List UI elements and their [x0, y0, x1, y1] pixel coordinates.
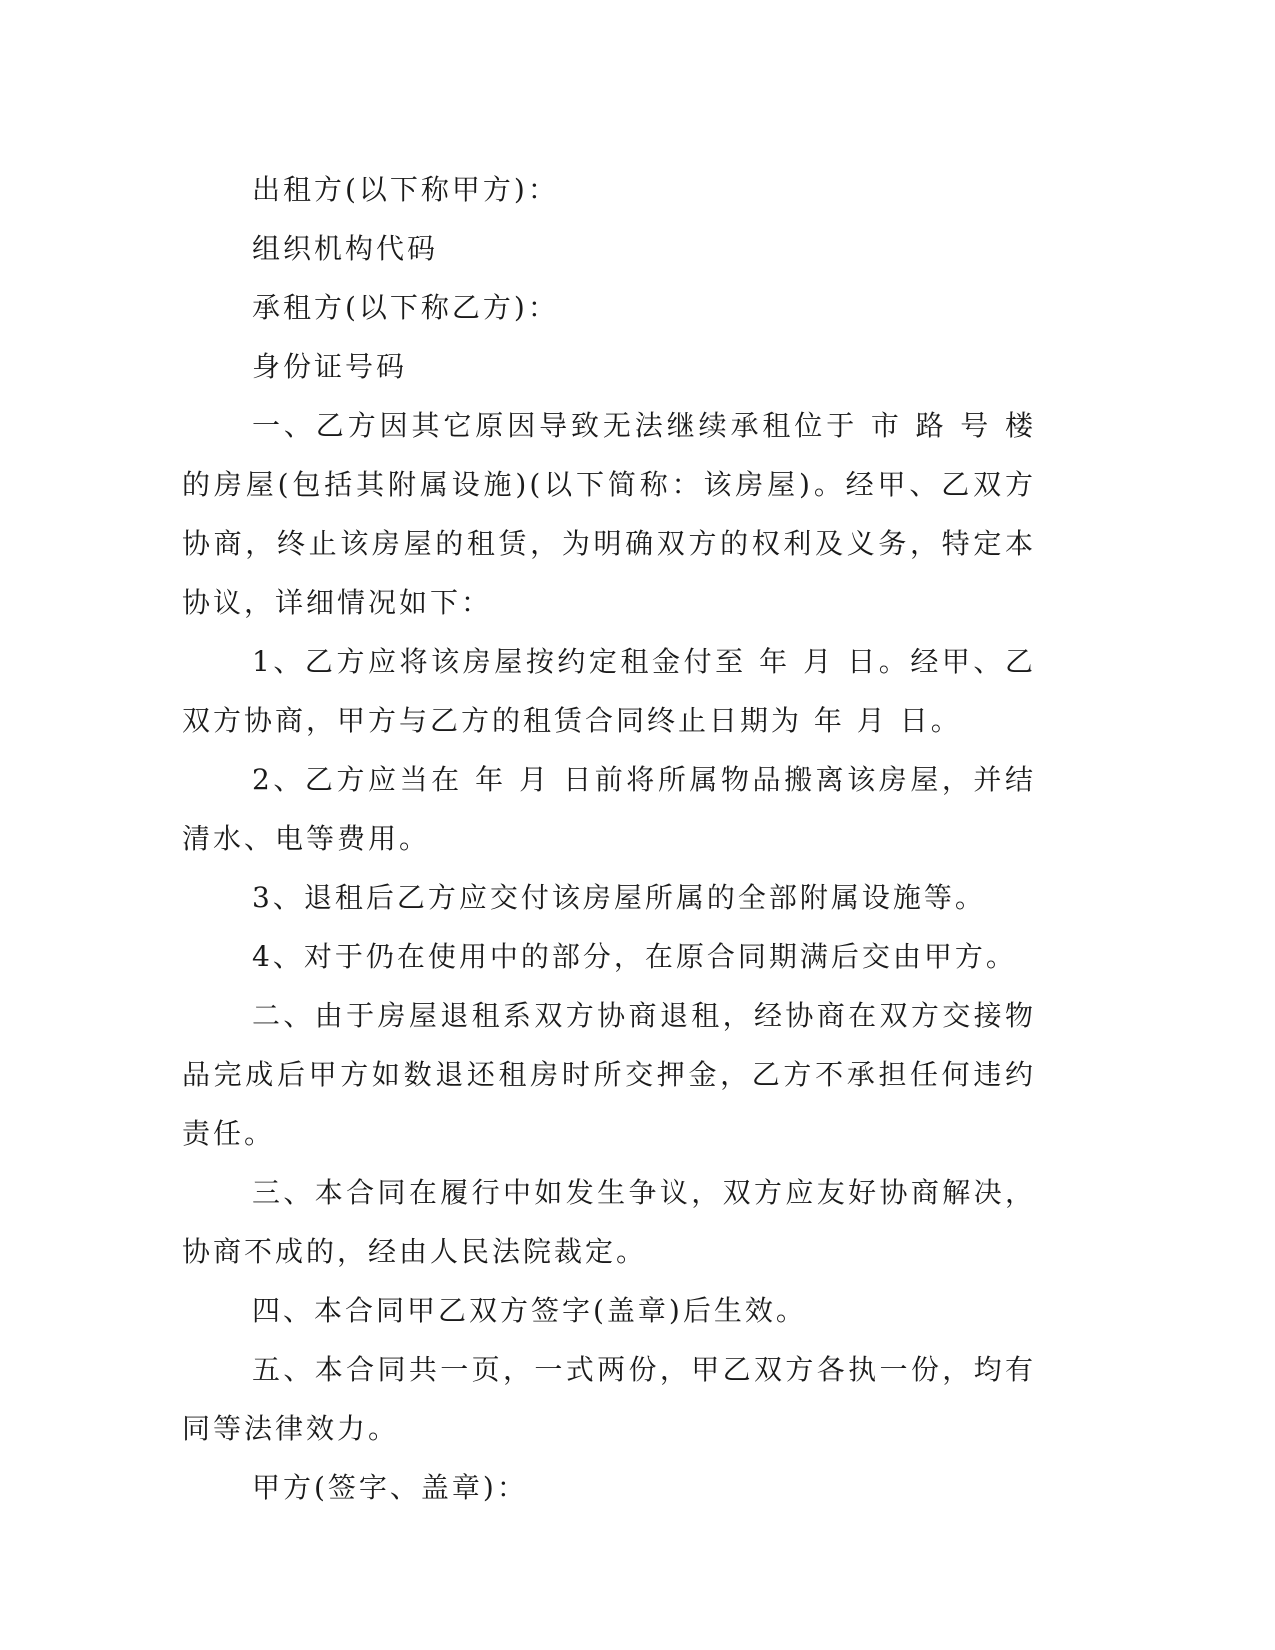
clause-3-paragraph: 三、本合同在履行中如发生争议，双方应友好协商解决，协商不成的，经由人民法院裁定。: [182, 1176, 1036, 1268]
document-body: [182, 160, 1036, 1517]
item-2-paragraph: 2、乙方应当在 年 月 日前将所属物品搬离该房屋，并结清水、电等费用。: [182, 763, 1036, 855]
item-4-paragraph: 4、对于仍在使用中的部分，在原合同期满后交由甲方。: [252, 940, 1017, 973]
clause-1-paragraph: 一、乙方因其它原因导致无法继续承租位于 市 路 号 楼的房屋(包括其附属设施)(以下简称：该房屋)。经甲、乙双方协商，终止该房屋的租赁，为明确双方的权利及义务，特定本协议，详细情况如下：: [182, 409, 1036, 619]
organization-code-line: 组织机构代码: [252, 232, 439, 265]
clause-5-paragraph: 五、本合同共一页，一式两份，甲乙双方各执一份，均有同等法律效力。: [182, 1353, 1036, 1445]
clause-4-paragraph: 四、本合同甲乙双方签字(盖章)后生效。: [252, 1294, 807, 1327]
item-3-paragraph: 3、退租后乙方应交付该房屋所属的全部附属设施等。: [252, 881, 986, 914]
lessor-line: 出租方(以下称甲方)：: [252, 173, 559, 206]
item-1-paragraph: 1、乙方应将该房屋按约定租金付至 年 月 日。经甲、乙双方协商，甲方与乙方的租赁合同终止日期为 年 月 日。: [182, 645, 1036, 737]
id-number-line: 身份证号码: [252, 350, 408, 383]
lessee-line: 承租方(以下称乙方)：: [252, 291, 559, 324]
clause-2-paragraph: 二、由于房屋退租系双方协商退租，经协商在双方交接物品完成后甲方如数退还租房时所交押金，乙方不承担任何违约责任。: [182, 999, 1036, 1150]
party-a-signature-line: 甲方(签字、盖章)：: [252, 1471, 528, 1504]
